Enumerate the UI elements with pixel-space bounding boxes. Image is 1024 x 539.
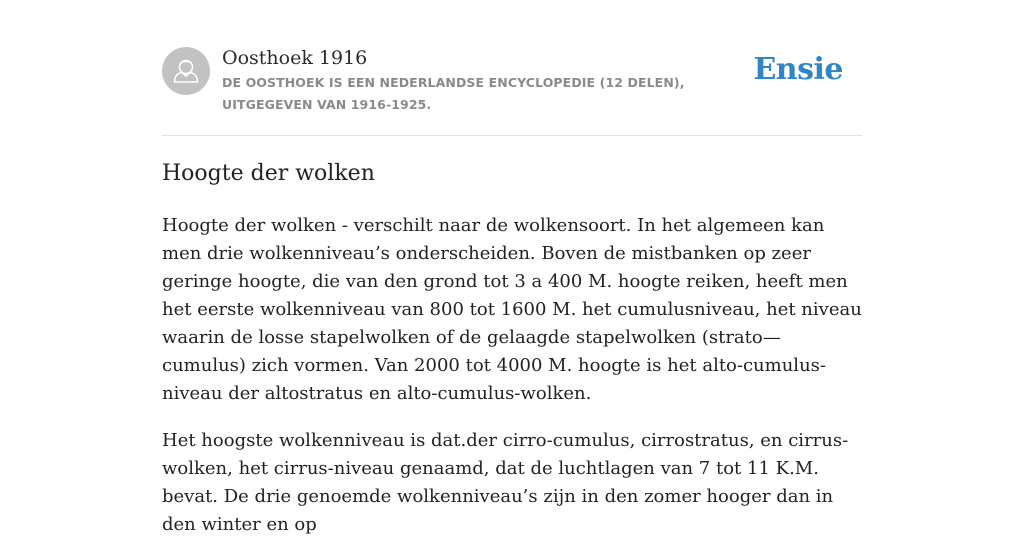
ensie-logo[interactable]: Ensie	[753, 52, 843, 87]
header-divider	[162, 135, 862, 136]
source-title[interactable]: Oosthoek 1916	[222, 47, 368, 69]
article-paragraph: Het hoogste wolkenniveau is dat.der cirro-cumulus, cirrostratus, en cirrus-wolken, het cirrus-niveau genaamd, dat de luchtlagen van 7 tot 11 K.M. bevat. De drie genoemde wolkenniveau’s zijn in den zomer hooger dan in den winter en op	[162, 430, 849, 535]
article-paragraph: Hoogte der wolken - verschilt naar de wolkensoort. In het algemeen kan men drie wolkenniveau’s onderscheiden. Boven de mistbanken op zeer geringe hoogte, die van den grond tot 3 a 400 M. hoogte reiken, heeft men het eerste wolkenniveau van 800 tot 1600 M. het cumulusniveau, het niveau waarin de losse stapelwolken of de gelaagde stapelwolken (strato— cumulus) zich vormen. Van 2000 tot 4000 M. hoogte is het alto-cumulus-niveau der altostratus en alto-cumulus-wolken.	[162, 215, 862, 404]
source-header	[162, 46, 862, 136]
source-description: DE OOSTHOEK IS EEN NEDERLANDSE ENCYCLOPEDIE (12 DELEN), UITGEGEVEN VAN 1916-1925.	[222, 75, 685, 112]
avatar-silhouette	[162, 47, 210, 95]
article-title: Hoogte der wolken	[162, 161, 375, 186]
user-avatar-icon[interactable]	[162, 47, 210, 95]
article	[162, 158, 867, 539]
